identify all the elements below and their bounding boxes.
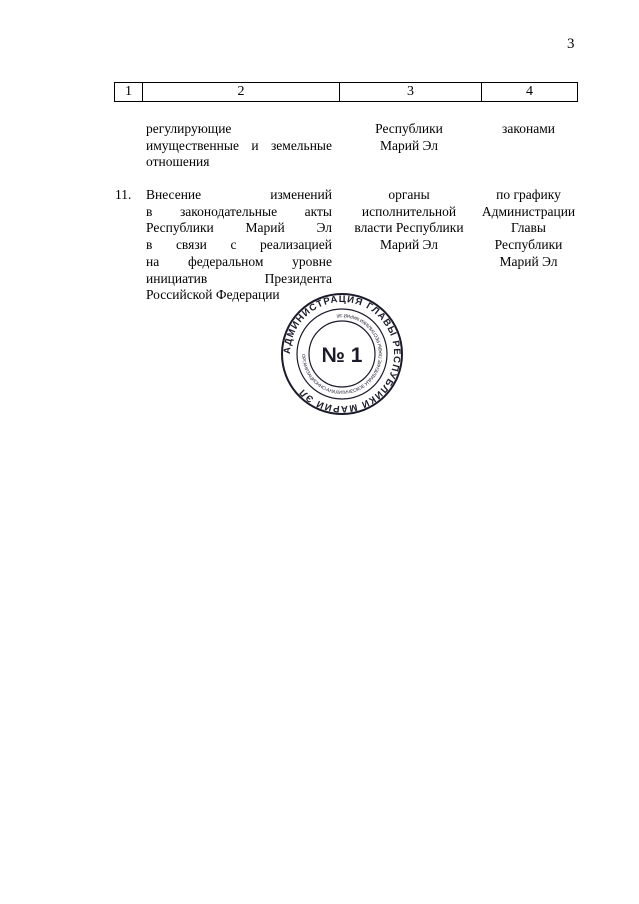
row-11-col4-line: Марий Эл	[499, 253, 558, 269]
row-11-col4-line: Главы	[511, 220, 546, 236]
row-11-col2	[146, 187, 332, 304]
row-11-col2-line: инициатив Президента	[146, 270, 332, 286]
column-header-4: 4	[482, 83, 578, 102]
continued-row-col4	[480, 121, 577, 138]
column-header-3: 3	[340, 83, 482, 102]
column-header-2: 2	[143, 83, 340, 102]
continued-col3-line: Марий Эл	[379, 137, 439, 153]
continued-col2-line: регулирующие	[146, 121, 232, 136]
row-11-col3	[338, 187, 480, 254]
row-11-col2-line: в связи с реализацией	[146, 237, 332, 253]
continued-row-col2	[146, 121, 332, 171]
row-11-col4-line: по графику	[496, 187, 561, 202]
row-11-col2-line: Внесение изменений	[146, 187, 332, 202]
stamp-inner-text: ОРГАНИЗАЦИОННО-АНАЛИТИЧЕСКОЕ УПРАВЛЕНИЕ ГЛАВЫ РЕСПУБЛИКИ МАРИЙ ЭЛ	[300, 312, 384, 396]
row-11-col4-line: Республики	[494, 237, 563, 253]
row-11-col2-line: Российской Федерации	[146, 287, 280, 303]
stamp-number: № 1	[321, 344, 363, 367]
row-11-number: 11.	[115, 187, 132, 202]
continued-col3-line: Республики	[375, 121, 443, 136]
row-11-col3-line: власти Республики	[354, 220, 464, 236]
page-number: 3	[567, 36, 575, 52]
continued-row-col3	[338, 121, 480, 154]
row-11-col4-line: Администрации	[481, 203, 576, 219]
row-11-col3-line: исполнительной	[361, 203, 457, 219]
official-stamp	[280, 292, 404, 416]
row-11-col3-line: органы	[388, 187, 430, 202]
row-11-col2-line: на федеральном уровне	[146, 253, 332, 269]
continued-col2-line: отношения	[146, 154, 210, 170]
column-header-row	[114, 82, 578, 102]
continued-col4-line: законами	[502, 121, 555, 136]
stamp-outer-text: АДМИНИСТРАЦИЯ ГЛАВЫ РЕСПУБЛИКИ МАРИЙ ЭЛ	[281, 293, 403, 415]
row-11-col2-line: Республики Марий Эл	[146, 220, 332, 236]
row-11-col2-line: в законодательные акты	[146, 203, 332, 219]
row-11-col4	[480, 187, 577, 271]
column-header-1: 1	[115, 83, 143, 102]
continued-col2-line: имущественные и земельные	[146, 137, 332, 153]
row-11-col3-line: Марий Эл	[379, 237, 439, 253]
